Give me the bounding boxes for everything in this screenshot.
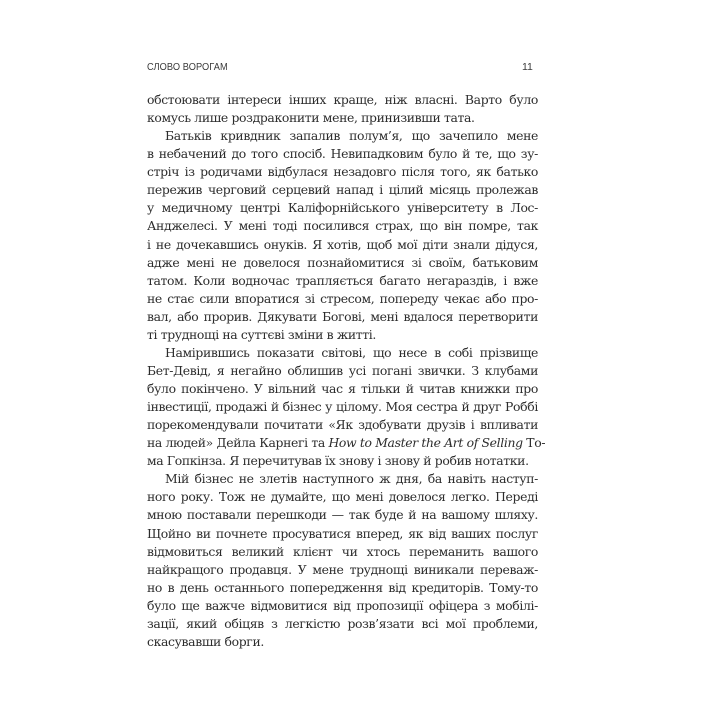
text-line <box>147 597 538 615</box>
text-segment: обстоювати інтереси інших краще, ніж власні. Варто було <box>147 92 538 107</box>
text-segment: не стає сили впоратися зі стресом, попереду чекає або про- <box>147 290 538 306</box>
text-line <box>147 145 538 163</box>
text-segment: стріч із родичами відбулася незадовго після того, як батько <box>147 164 538 180</box>
text-line <box>147 254 538 272</box>
paragraph <box>147 127 538 344</box>
text-line <box>147 506 538 524</box>
text-line <box>147 109 538 127</box>
text-line <box>147 416 538 434</box>
text-segment: Намірившись показати світові, що несе в собі прізвище <box>165 344 538 360</box>
text-line <box>147 91 538 109</box>
page-number: 11 <box>522 61 533 73</box>
text-line <box>147 181 538 199</box>
text-segment: і не дочекавшись онуків. Я хотів, щоб мої діти знали дідуся, <box>147 236 538 252</box>
text-line <box>147 308 538 326</box>
text-segment: відмовиться великий клієнт чи хтось переманить вашого <box>147 543 538 559</box>
text-line <box>147 127 538 145</box>
text-line <box>147 290 538 308</box>
text-segment: на людей» Дейла Карнегі та <box>147 435 329 451</box>
text-line <box>147 272 538 290</box>
text-segment: вал, або прорив. Дякувати Богові, мені вдалося перетворити <box>147 308 538 324</box>
text-segment: мною поставали перешкоди — так буде й на вашому шляху. <box>147 507 538 523</box>
text-segment: Мій бізнес не злетів наступного ж дня, ба навіть наступ- <box>165 471 538 487</box>
text-segment: скасувавши борги. <box>147 633 264 649</box>
text-line <box>147 434 546 452</box>
text-segment: найкращого продавця. У мене труднощі виникали переваж- <box>147 561 538 577</box>
text-line <box>147 163 538 181</box>
body-text <box>147 91 546 651</box>
text-line <box>147 236 538 254</box>
text-segment: Анджелесі. У мені тоді посилився страх, що він помре, так <box>147 218 538 234</box>
text-segment: То- <box>522 435 546 451</box>
text-segment: пережив черговий серцевий напад і цілий місяць пролежав <box>147 182 538 198</box>
text-segment: Щойно ви почнете просуватися вперед, як від ваших послуг <box>147 525 538 541</box>
book-title-italic: How to Master the Art of Selling <box>328 435 523 451</box>
paragraph <box>147 91 538 127</box>
text-segment: ма Гопкінза. Я перечитував їх знову і знову й робив нотатки. <box>147 453 529 469</box>
text-line <box>147 199 538 217</box>
text-segment: ного року. Тож не думайте, що мені довелося легко. Переді <box>147 489 538 505</box>
text-line <box>147 398 538 416</box>
text-segment: адже мені не довелося познайомитися зі своїм, батьковим <box>147 254 538 270</box>
text-line <box>147 488 538 506</box>
running-head: СЛОВО ВОРОГАМ <box>147 61 228 73</box>
text-line <box>147 380 538 398</box>
text-segment: но в день останнього попередження від кредиторів. Тому-то <box>147 579 538 595</box>
text-segment: в небачений до того спосіб. Невипадковим було й те, що зу- <box>147 146 538 162</box>
text-line <box>147 452 538 470</box>
text-line <box>147 579 538 597</box>
text-line <box>147 344 538 362</box>
text-line <box>147 525 538 543</box>
text-segment: ті труднощі на суттєві зміни в житті. <box>147 326 376 342</box>
text-segment: інвестиції, продажі й бізнес у цілому. Моя сестра й друг Роббі <box>147 399 538 415</box>
text-line <box>147 633 538 651</box>
text-line <box>147 217 538 235</box>
text-line <box>147 470 538 488</box>
paragraph <box>147 470 538 651</box>
text-line <box>147 326 538 344</box>
text-line <box>147 561 538 579</box>
text-segment: було покінчено. У вільний час я тільки й читав книжки про <box>147 381 538 396</box>
text-segment: татом. Коли водночас трапляється багато негараздів, і вже <box>147 272 538 288</box>
text-segment: зації, який обіцяв з легкістю розв’язати всі мої проблеми, <box>147 615 538 631</box>
text-line <box>147 362 538 380</box>
paragraph <box>147 344 546 470</box>
text-segment: Бет-Девід, я негайно облишив усі погані звички. З клубами <box>147 362 538 378</box>
text-segment: порекомендували почитати «Як здобувати друзів і впливати <box>147 417 538 433</box>
text-segment: комусь лише роздраконити мене, принизивши тата. <box>147 110 475 126</box>
text-line <box>147 543 538 561</box>
text-segment: Батьків кривдник запалив полум’я, що зачепило мене <box>165 128 538 144</box>
text-segment: було ще важче відмовитися від пропозиції офіцера з мобілі- <box>147 597 538 613</box>
text-line <box>147 615 538 633</box>
text-segment: у медичному центрі Каліфорнійського університету в Лос- <box>147 200 538 216</box>
